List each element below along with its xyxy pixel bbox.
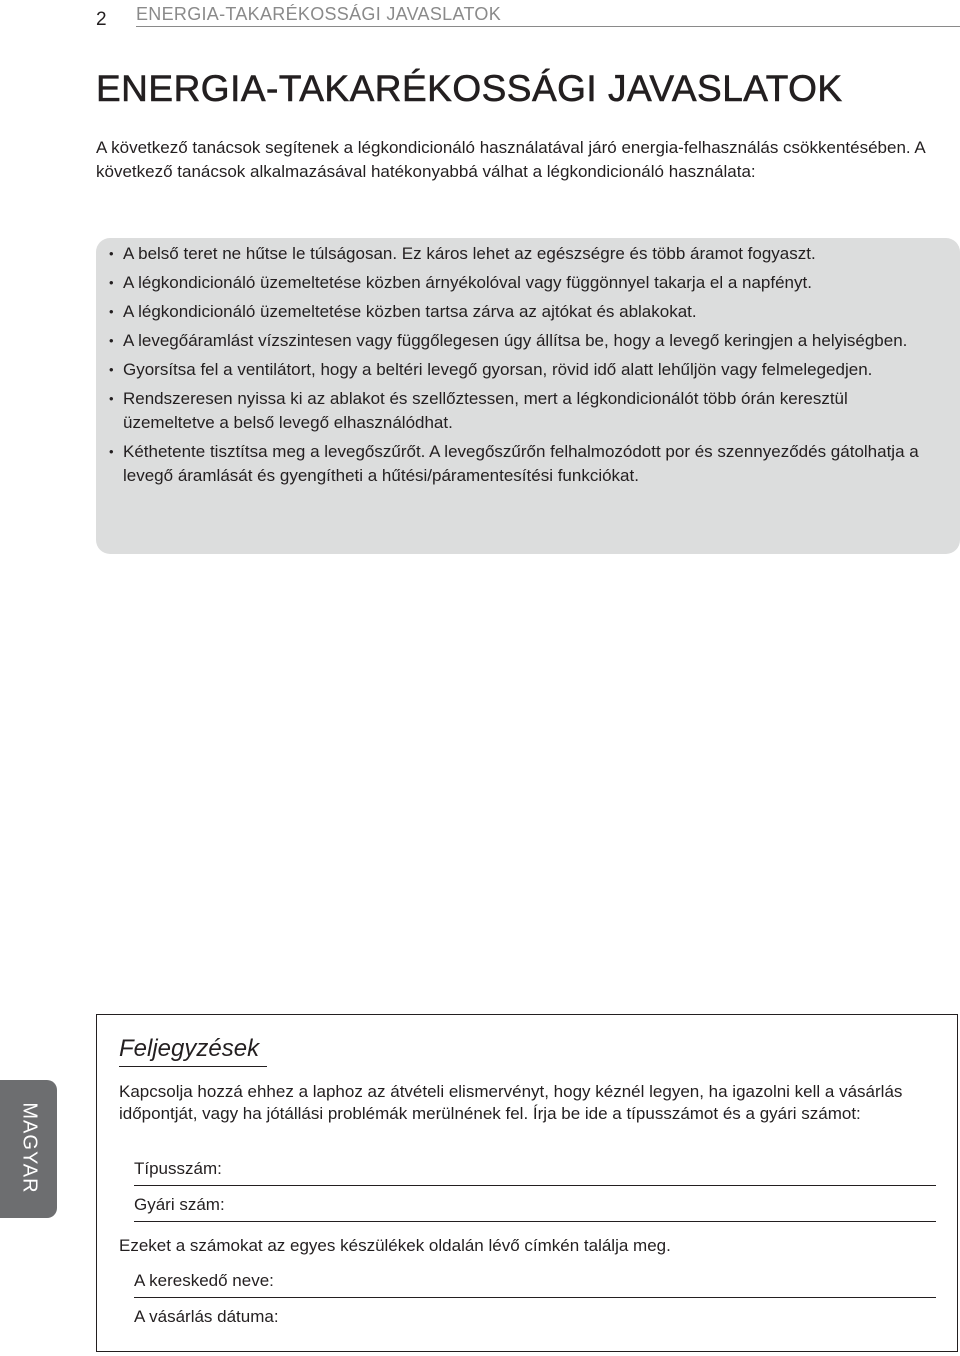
tips-panel: [96, 238, 960, 554]
page-title: ENERGIA-TAKARÉKOSSÁGI JAVASLATOK: [96, 68, 843, 109]
serial-number-label: Gyári szám:: [134, 1195, 225, 1214]
header-divider: [136, 26, 960, 27]
notes-instructions: Kapcsolja hozzá ehhez a laphoz az átvételi elismervényt, hogy kéznél legyen, ha igazolni kell a vásárlás időpontját, vagy ha jótállási problémák merülnének fel. Írja be ide a típusszámot és a gyári számot:: [119, 1082, 903, 1123]
intro-paragraph: A következő tanácsok segítenek a légkondicionáló használatával járó energia-felhasználás csökkentésében. A következő tanácsok alkalmazásával hatékonyabbá válhat a légkondicionáló használata:: [96, 138, 925, 181]
notes-title-underline: [119, 1066, 267, 1067]
notes-title: Feljegyzések: [119, 1035, 260, 1062]
language-tab-label: MAGYAR: [18, 1102, 41, 1194]
purchase-date-label: A vásárlás dátuma:: [134, 1307, 279, 1326]
dealer-name-field[interactable]: [134, 1267, 936, 1298]
notes-box: [96, 1014, 958, 1352]
page-header: [0, 0, 960, 40]
tip-item: • Rendszeresen nyissa ki az ablakot és szellőztessen, mert a légkondicionálót több órán keresztül üzemeltetve a belső levegő elhasználódhat.: [96, 387, 943, 435]
tip-item: • A légkondicionáló üzemeltetése közben tartsa zárva az ajtókat és ablakokat.: [96, 300, 943, 324]
tip-item: • A légkondicionáló üzemeltetése közben árnyékolóval vagy függönnyel takarja el a napfényt.: [96, 271, 943, 295]
language-tab: [0, 1080, 57, 1218]
model-number-field[interactable]: [134, 1155, 936, 1186]
tip-item: • Kéthetente tisztítsa meg a levegőszűrőt. A levegőszűrőn felhalmozódott por és szennyeződés gátolhatja a levegő áramlását és gyengítheti a hűtési/páramentesítési funkciókat.: [96, 440, 943, 488]
tips-list: [96, 238, 960, 493]
running-title: ENERGIA-TAKARÉKOSSÁGI JAVASLATOK: [136, 4, 502, 24]
tip-item: • Gyorsítsa fel a ventilátort, hogy a beltéri levegő gyorsan, rövid idő alatt lehűljön vagy felmelegedjen.: [96, 358, 943, 382]
model-number-label: Típusszám:: [134, 1159, 222, 1178]
purchase-date-field[interactable]: [134, 1303, 936, 1333]
serial-number-field[interactable]: [134, 1191, 936, 1222]
label-location-note: Ezeket a számokat az egyes készülékek oldalán lévő címkén találja meg.: [119, 1236, 671, 1255]
page-number: 2: [96, 9, 107, 30]
dealer-name-label: A kereskedő neve:: [134, 1271, 274, 1290]
tip-item: • A levegőáramlást vízszintesen vagy függőlegesen úgy állítsa be, hogy a levegő keringjen a helyiségben.: [96, 329, 943, 353]
tip-item: • A belső teret ne hűtse le túlságosan. Ez káros lehet az egészségre és több áramot fogyaszt.: [96, 242, 943, 266]
